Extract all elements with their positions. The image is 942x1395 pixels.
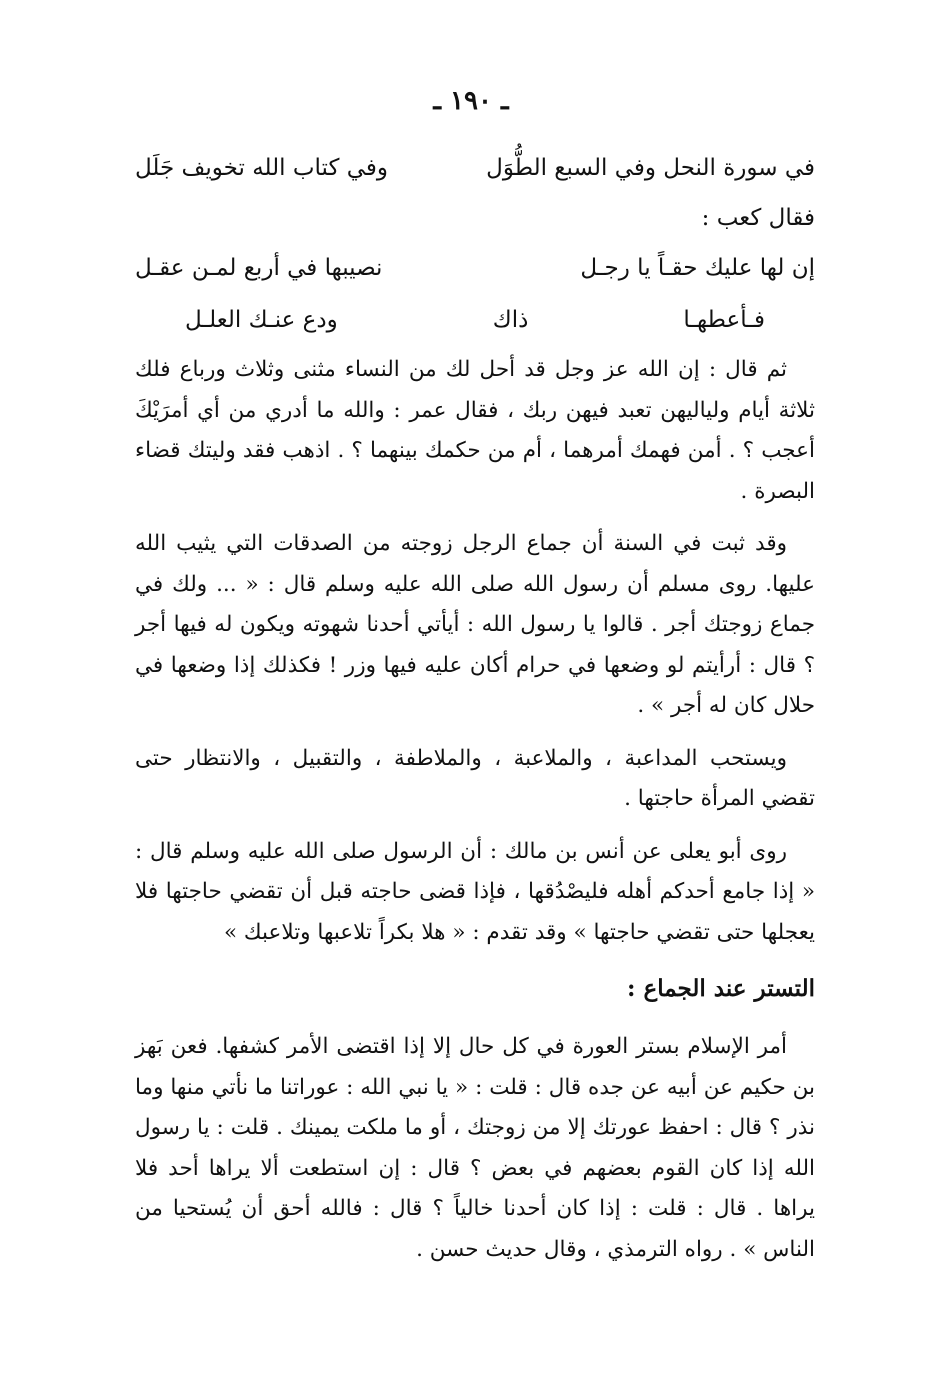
- verse-hemistich-middle: ذاك: [492, 307, 529, 333]
- verse-hemistich-right: فـأعطهـا: [683, 307, 765, 333]
- kab-intro: فقال كعب :: [701, 205, 815, 231]
- poem-verse: [135, 142, 815, 194]
- page-number: ـ ١٩٠ ـ: [433, 86, 509, 116]
- paragraph: ثم قال : إن الله عز وجل قد أحل لك من النساء مثنى وثلاث ورباع فلك ثلاثة أيام ولياليهن تعبد فيهن ربك ، فقال عمر : والله ما أدري من أي أمرَيْكَ أعجب ؟ . أمن فهمك أمرهما ، أم من حكمك بينهما ؟ . اذهب فقد وليتك قضاء البصرة .: [135, 357, 815, 504]
- paragraph: أمر الإسلام بستر العورة في كل حال إلا إذا اقتضى الأمر كشفها. فعن بَهز بن حكيم عن أبيه عن جده قال : قلت : « يا نبي الله : عوراتنا ما نأتي منها وما نذر ؟ قال : احفظ عورتك إلا من زوجتك ، أو ما ملكت يمينك . قلت : يا رسول الله إذا كان القوم بعضهم في بعض ؟ قال : إن استطعت ألا يراها أحد فلا يراها . قال : قلت : إذا كان أحدنا خالياً ؟ قال : فالله أحق أن يُستحيا من الناس » . رواه الترمذي ، وقال حديث حسن .: [135, 1034, 815, 1262]
- section-heading: التستر عند الجماع :: [626, 975, 815, 1002]
- paragraph: ويستحب المداعبة ، والملاعبة ، والملاطفة ، والتقبيل ، والانتظار حتى تقضي المرأة حاجتها .: [135, 745, 815, 811]
- verse-hemistich-left: ودع عنـك العلـل: [185, 307, 338, 333]
- paragraph: وقد ثبت في السنة أن جماع الرجل زوجته من الصدقات التي يثيب الله عليها. روى مسلم أن رسول الله صلى الله عليه وسلم قال : « ... ولك في جماع زوجتك أجر . قالوا يا رسول الله : أيأتي أحدنا شهوته ويكون له فيها أجر ؟ قال : أرأيتم لو وضعها في حرام أكان عليه فيها وزر ! فكذلك إذا وضعها في حلال كان له أجر » .: [135, 531, 815, 718]
- verse-hemistich-right: إن لها عليك حقـاً يا رجـل: [580, 255, 815, 281]
- poem-verse: [135, 294, 815, 346]
- paragraph: روى أبو يعلى عن أنس بن مالك : أن الرسول صلى الله عليه وسلم قال : « إذا جامع أحدكم أهله فليصْدُقها ، فإذا قضى حاجته قبل أن تقضي حاجتها فلا يعجلها حتى تقضي حاجتها » وقد تقدم : « هلا بكراً تلاعبها وتلاعبك »: [135, 838, 815, 945]
- poem-verse: [135, 242, 815, 294]
- verse-hemistich-left: نصيبها في أربع لمـن عقـل: [135, 255, 383, 281]
- page-content: [135, 142, 815, 1270]
- verse-hemistich-right: في سورة النحل وفي السبع الطُّوَل: [486, 155, 815, 181]
- verse-hemistich-left: وفي كتاب الله تخويف جَلَل: [135, 155, 388, 181]
